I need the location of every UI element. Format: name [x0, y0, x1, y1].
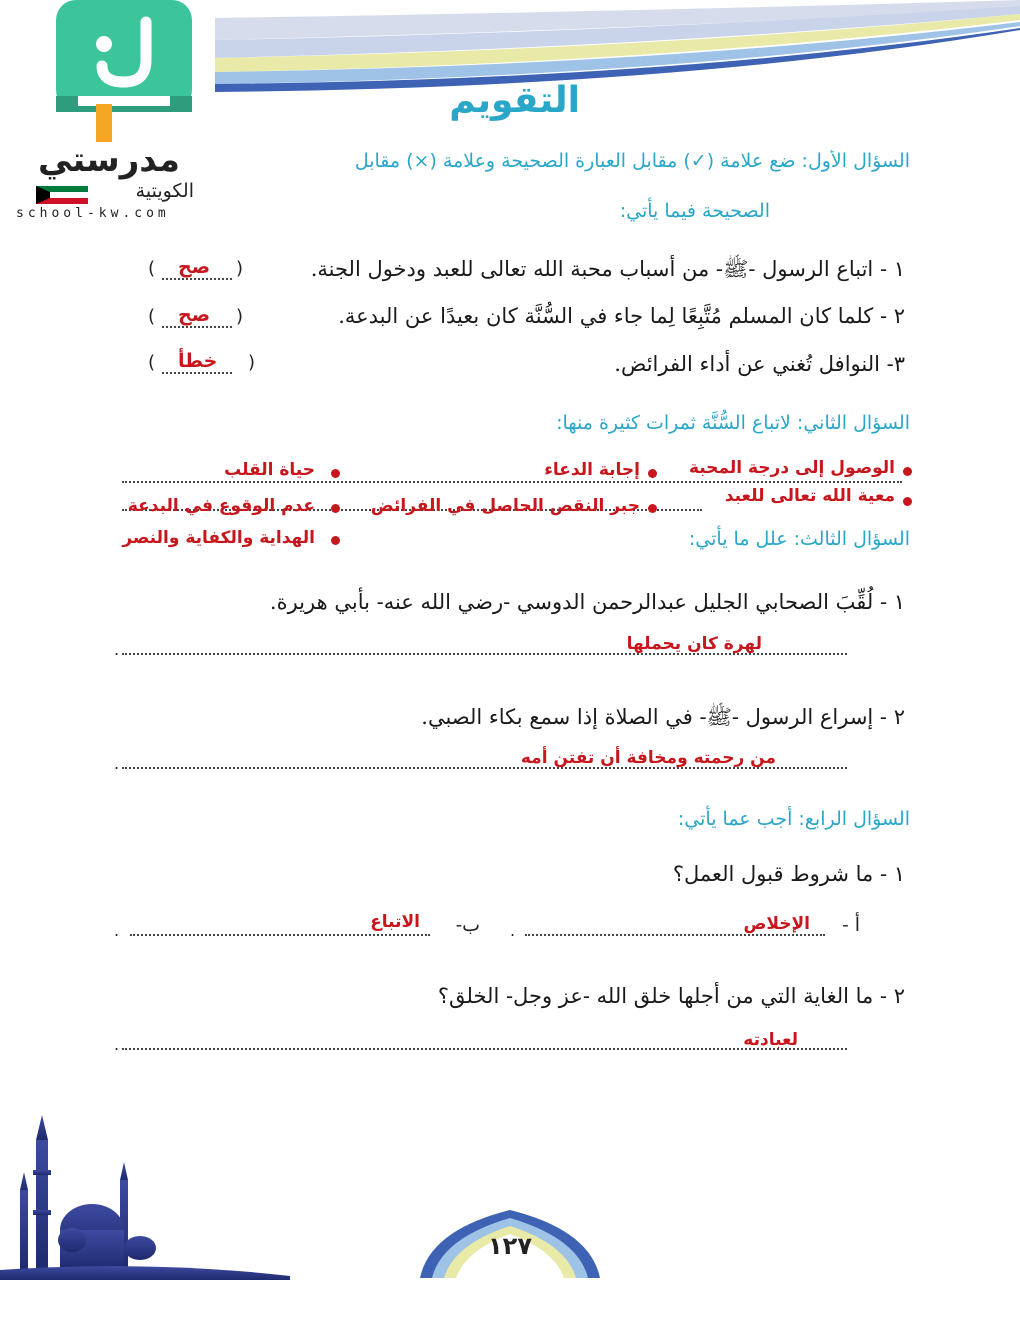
logo-brand-text: مدرستي [38, 140, 180, 180]
q3-item-2: ٢ - إسراع الرسول -ﷺ- في الصلاة إذا سمع بكاء الصبي. [421, 705, 905, 729]
q3-answer-1: لهرة كان يحملها [626, 634, 762, 654]
page-number: ١٢٧ [488, 1232, 532, 1260]
header-swoosh [215, 0, 1020, 95]
q2-answer-5: جبر النقص الحاصل في الفرائض [370, 496, 640, 516]
q2-answer-line-1 [122, 481, 902, 483]
q2-answer-7: الهداية والكفاية والنصر [122, 528, 315, 548]
q3-heading: السؤال الثالث: علل ما يأتي: [688, 528, 910, 550]
q2-bullet-5 [648, 504, 657, 513]
q2-bullet-3 [331, 469, 340, 478]
q3-answer-2: من رحمته ومخافة أن تفتن أمه [520, 748, 776, 768]
q2-answer-1: الوصول إلى درجة المحبة [688, 458, 895, 478]
q4-line-dot-a: . [510, 921, 516, 940]
q2-bullet-6 [331, 504, 340, 513]
q2-answer-4: معية الله تعالى للعبد [724, 486, 895, 506]
q4-heading: السؤال الرابع: أجب عما يأتي: [677, 808, 910, 830]
q2-bullet-7 [331, 536, 340, 545]
logo [14, 0, 224, 225]
q4-label-a: أ - [842, 914, 860, 936]
logo-book-icon [56, 0, 192, 142]
q1-heading-line2: الصحيحة فيما يأتي: [619, 200, 770, 222]
q1-item-2: ٢ - كلما كان المسلم مُتَّبِعًا لِما جاء في السُّنَّة كان بعيدًا عن البدعة. [338, 304, 905, 328]
page-title: التقويم [449, 80, 580, 121]
q1-heading: السؤال الأول: ضع علامة (✓) مقابل العبارة الصحيحة وعلامة (×) مقابل [354, 150, 910, 172]
q1-answer-2: صح [178, 304, 211, 326]
logo-subtitle: الكويتية [135, 180, 194, 202]
q3-line-dot-2: . [114, 754, 120, 773]
q4-item-2: ٢ - ما الغاية التي من أجلها خلق الله -عز وجل- الخلق؟ [437, 984, 905, 1008]
q4-answer-2: لعبادته [743, 1030, 798, 1050]
mosque-silhouette-icon [0, 1110, 300, 1280]
q2-answer-3: حياة القلب [224, 460, 315, 480]
q1-answer-1: صح [178, 256, 211, 278]
q1-item-1: ١ - اتباع الرسول -ﷺ- من أسباب محبة الله تعالى للعبد ودخول الجنة. [310, 257, 905, 281]
q3-line-dot-1: . [114, 640, 120, 659]
q2-answer-2: إجابة الدعاء [544, 460, 640, 480]
q2-heading: السؤال الثاني: لاتباع السُّنَّة ثمرات كثيرة منها: [556, 412, 910, 434]
q4-answer-b: الاتباع [370, 912, 420, 932]
q4-item-1: ١ - ما شروط قبول العمل؟ [672, 862, 905, 886]
q2-bullet-4 [903, 497, 912, 506]
q4-label-b: ب- [455, 914, 480, 936]
q4-line-dot-4: . [114, 1035, 120, 1054]
q4-answer-b-line [130, 934, 430, 936]
q4-line-dot-b: . [114, 921, 120, 940]
q2-bullet-2 [648, 469, 657, 478]
q3-item-1: ١ - لُقِّبَ الصحابي الجليل عبدالرحمن الدوسي -رضي الله عنه- بأبي هريرة. [269, 590, 905, 614]
q4-answer-a-line [525, 934, 825, 936]
q1-item-3: ٣- النوافل تُغني عن أداء الفرائض. [614, 352, 905, 376]
q2-answer-6: عدم الوقوع في البدعة [127, 496, 315, 516]
logo-url: school-kw.com [16, 206, 170, 221]
q2-bullet-1 [903, 467, 912, 476]
q4-answer-a: الإخلاص [743, 914, 810, 934]
q1-answer-3: خطأ [178, 350, 218, 372]
kuwait-flag-icon [36, 186, 88, 204]
